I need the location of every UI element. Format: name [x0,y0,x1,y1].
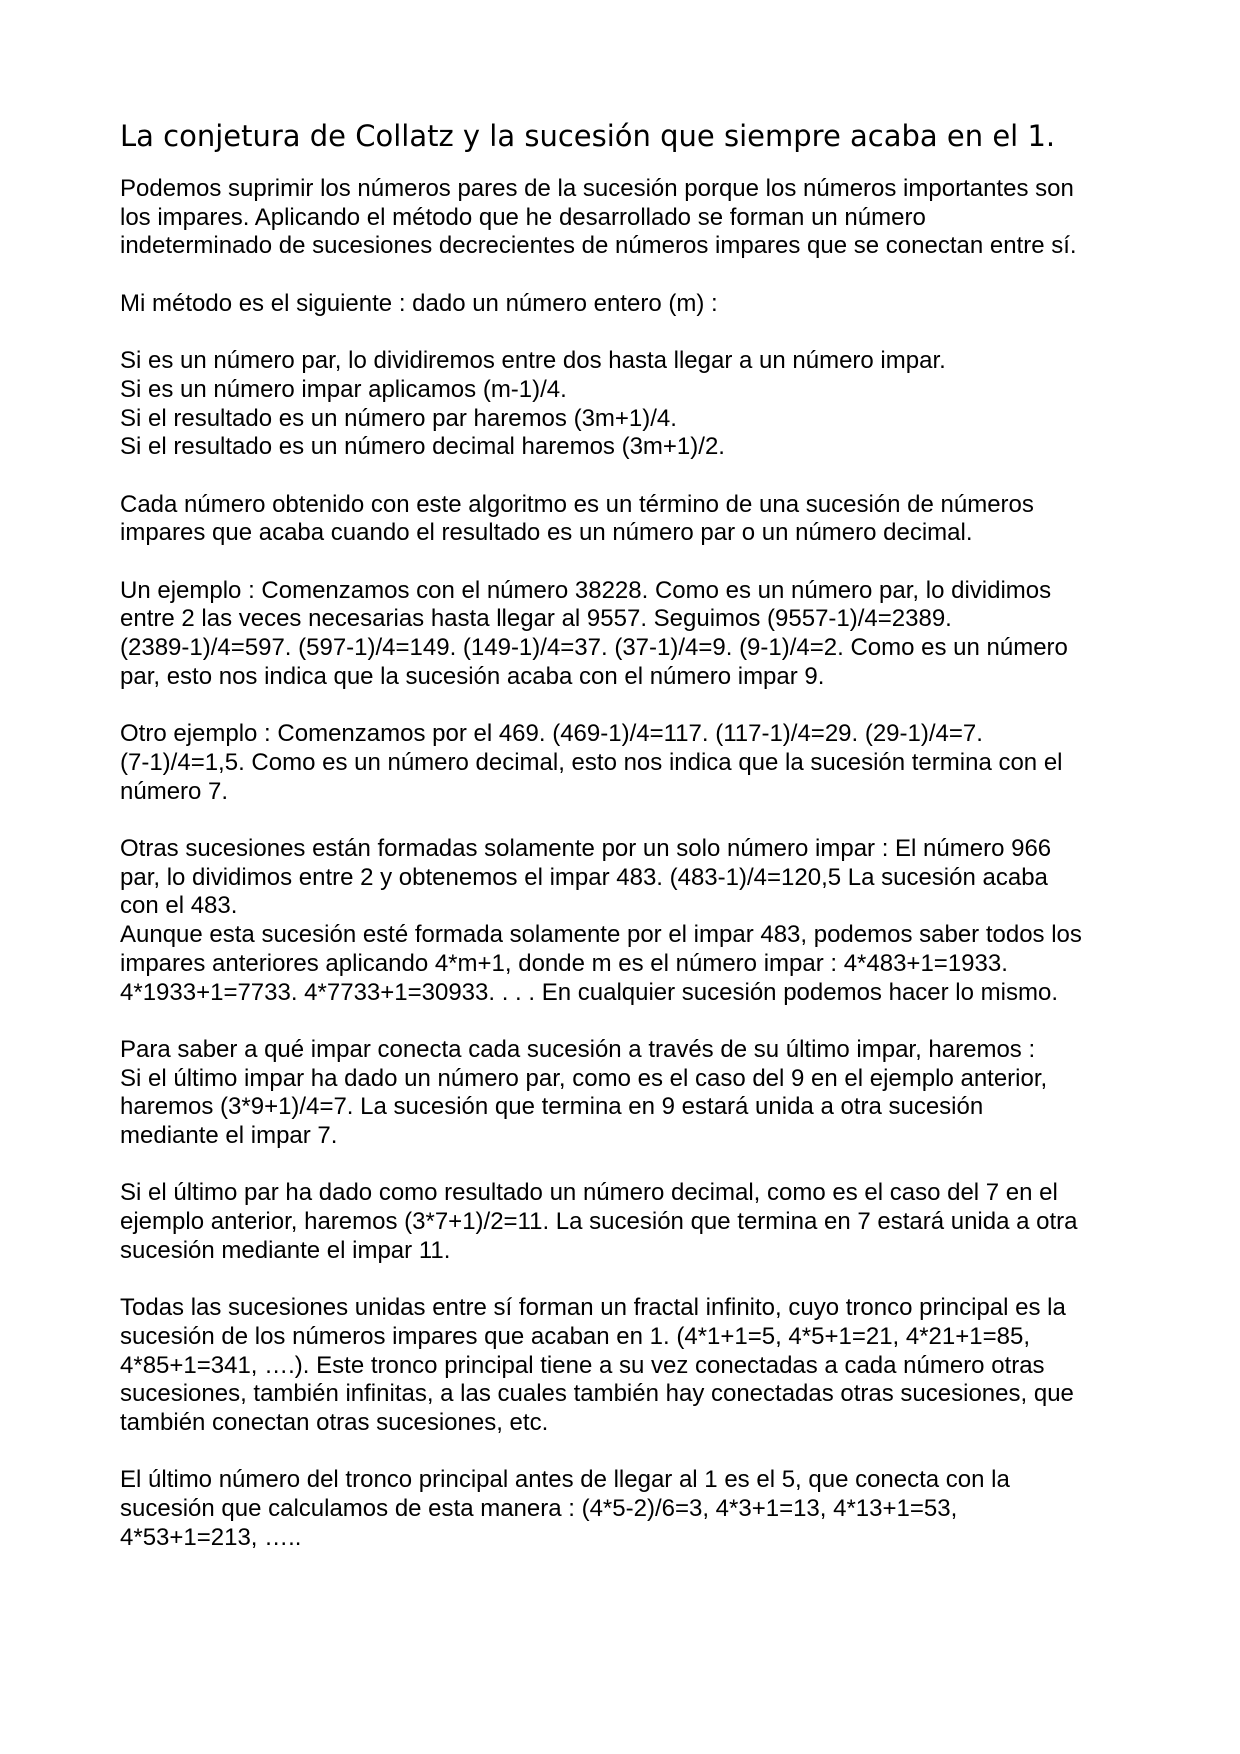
paragraph-main-trunk: El último número del tronco principal antes de llegar al 1 es el 5, que conecta con la sucesión que calculamos de esta manera : (4*5-2)/6=3, 4*3+1=13, 4*13+1=53, 4*53+1=213, ….. [120,1466,1010,1551]
paragraph-fractal: Todas las sucesiones unidas entre sí forman un fractal infinito, cuyo tronco principal es la sucesión de los números impares que acaban en 1. (4*1+1=5, 4*5+1=21, 4*21+1=85, 4*85+1=341, ….). Este tronco principal tiene a su vez conectadas a cada número otras sucesiones, también infinitas, a las cuales también hay conectadas otras sucesiones, que también conectan otras sucesiones, etc. [120,1294,1074,1437]
document-page [120,118,1130,1581]
document-title: La conjetura de Collatz y la sucesión que siempre acaba en el 1. [120,119,1056,153]
paragraph-connection-even: Para saber a qué impar conecta cada sucesión a través de su último impar, haremos : Si el último impar ha dado un número par, como es el caso del 9 en el ejemplo anterior, haremos (3*9+1)/4=7. La sucesión que termina en 9 estará unida a otra sucesión mediante el impar 7. [120,1035,1048,1150]
paragraph-method-intro: Mi método es el siguiente : dado un número entero (m) : [120,289,718,317]
paragraph-example-2: Otro ejemplo : Comenzamos por el 469. (469-1)/4=117. (117-1)/4=29. (29-1)/4=7. (7-1)/4=1,5. Como es un número decimal, esto nos indica que la sucesión termina con el número 7. [120,720,1063,805]
paragraph-sequence-definition: Cada número obtenido con este algoritmo es un término de una sucesión de números impares que acaba cuando el resultado es un número par o un número decimal. [120,490,1034,547]
paragraph-connection-decimal: Si el último par ha dado como resultado un número decimal, como es el caso del 7 en el ejemplo anterior, haremos (3*7+1)/2=11. La sucesión que termina en 7 estará unida a otra sucesión mediante el impar 11. [120,1179,1078,1264]
paragraph-single-odd-sequences: Otras sucesiones están formadas solamente por un solo número impar : El número 966 par, lo dividimos entre 2 y obtenemos el impar 483. (483-1)/4=120,5 La sucesión acaba con el 483. Aunque esta sucesión esté formada solamente por el impar 483, podemos saber todos los impares anteriores aplicando 4*m+1, donde m es el número impar : 4*483+1=1933. 4*1933+1=7733. 4*7733+1=30933. . . . En cualquier sucesión podemos hacer lo mismo. [120,835,1082,1006]
paragraph-example-1: Un ejemplo : Comenzamos con el número 38228. Como es un número par, lo dividimos entre 2 las veces necesarias hasta llegar al 9557. Seguimos (9557-1)/4=2389. (2389-1)/4=597. (597-1)/4=149. (149-1)/4=37. (37-1)/4=9. (9-1)/4=2. Como es un número par, esto nos indica que la sucesión acaba con el número impar 9. [120,576,1068,690]
paragraph-method-rules: Si es un número par, lo dividiremos entre dos hasta llegar a un número impar. Si es un número impar aplicamos (m-1)/4. Si el resultado es un número par haremos (3m+1)/4. Si el resultado es un número decimal haremos (3m+1)/2. [120,347,946,461]
paragraph-intro: Podemos suprimir los números pares de la sucesión porque los números importantes son los impares. Aplicando el método que he desarrollado se forman un número indeterminado de sucesiones decrecientes de números impares que se conectan entre sí. [120,175,1077,260]
